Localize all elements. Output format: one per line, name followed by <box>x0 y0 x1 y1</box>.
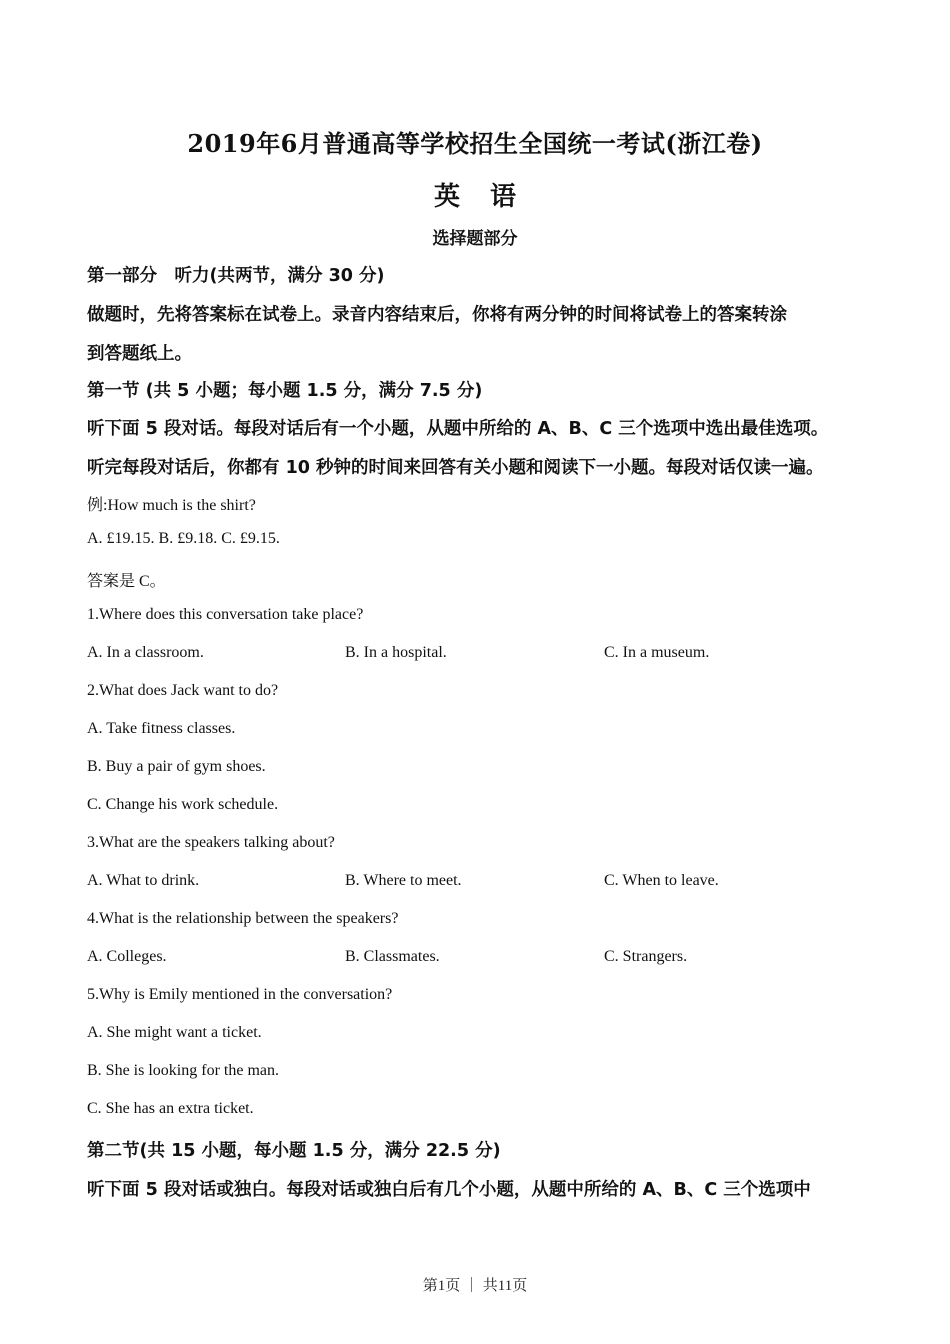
example-question: 例:How much is the shirt? <box>87 497 256 514</box>
question-4-option-c: C. Strangers. <box>604 948 688 965</box>
question-5-option-a: A. She might want a ticket. <box>87 1024 262 1041</box>
section2-heading: 第二节(共 15 小题，每小题 1.5 分，满分 22.5 分) <box>87 1141 501 1161</box>
question-3-option-a: A. What to drink. <box>87 872 200 889</box>
section1-instruction-line2: 听完每段对话后，你都有 10 秒钟的时间来回答有关小题和阅读下一小题。每段对话仅读一遍。 <box>87 458 824 478</box>
part1-instruction-line2: 到答题纸上。 <box>87 344 192 364</box>
question-3-option-c: C. When to leave. <box>604 872 719 889</box>
question-4-option-a: A. Colleges. <box>87 948 167 965</box>
part1-heading: 第一部分 听力(共两节，满分 30 分) <box>87 266 385 286</box>
question-2-option-b: B. Buy a pair of gym shoes. <box>87 758 266 775</box>
question-5: 5.Why is Emily mentioned in the conversation? <box>87 986 393 1003</box>
question-5-option-c: C. She has an extra ticket. <box>87 1100 254 1117</box>
question-4-option-b: B. Classmates. <box>345 948 440 965</box>
page-footer: 第1页 ｜ 共11页 <box>422 1278 528 1294</box>
question-1: 1.Where does this conversation take place? <box>87 606 364 623</box>
part1-instruction-line1: 做题时，先将答案标在试卷上。录音内容结束后，你将有两分钟的时间将试卷上的答案转涂 <box>87 305 787 325</box>
question-2: 2.What does Jack want to do? <box>87 682 279 699</box>
question-3: 3.What are the speakers talking about? <box>87 834 335 851</box>
question-5-option-b: B. She is looking for the man. <box>87 1062 279 1079</box>
question-2-option-c: C. Change his work schedule. <box>87 796 279 813</box>
example-answer: 答案是 C。 <box>87 573 166 590</box>
question-1-option-c: C. In a museum. <box>604 644 710 661</box>
section-title: 选择题部分 <box>432 229 518 249</box>
subject-title: 英语 <box>433 182 546 212</box>
question-2-option-a: A. Take fitness classes. <box>87 720 236 737</box>
exam-title: 2019年6月普通高等学校招生全国统一考试(浙江卷) <box>187 129 763 158</box>
section1-heading: 第一节 (共 5 小题；每小题 1.5 分，满分 7.5 分) <box>87 381 483 401</box>
question-1-option-b: B. In a hospital. <box>345 644 447 661</box>
example-options: A. £19.15. B. £9.18. C. £9.15. <box>87 530 280 547</box>
question-1-option-a: A. In a classroom. <box>87 644 204 661</box>
section2-instruction: 听下面 5 段对话或独白。每段对话或独白后有几个小题，从题中所给的 A、B、C 三个选项中 <box>87 1180 811 1200</box>
question-4: 4.What is the relationship between the speakers? <box>87 910 399 927</box>
section1-instruction-line1: 听下面 5 段对话。每段对话后有一个小题，从题中所给的 A、B、C 三个选项中选出最佳选项。 <box>87 419 829 439</box>
question-3-option-b: B. Where to meet. <box>345 872 462 889</box>
